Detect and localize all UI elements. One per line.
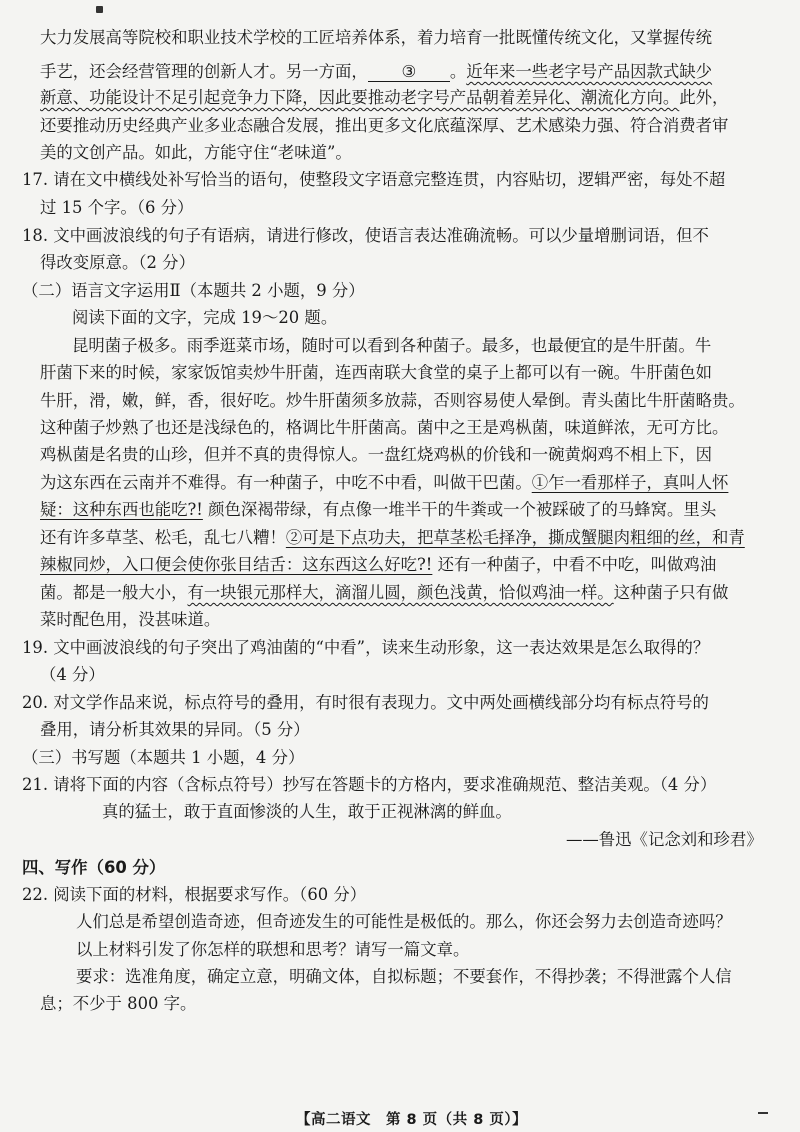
wavy-sentence-part2: 新意、功能设计不足引起竞争力下降，因此要推动老字号产品朝着差异化、潮流化方向。 bbox=[40, 88, 680, 107]
q19-line-1: 19. 文中画波浪线的句子突出了鸡油菌的“中看”，读来生动形象，这一表达效果是怎么取得的？ bbox=[22, 638, 710, 657]
section-3-heading: （三）书写题（本题共 1 小题，4 分） bbox=[22, 748, 305, 767]
q21-quote: 真的猛士，敢于直面惨淡的人生，敢于正视淋漓的鲜血。 bbox=[102, 802, 512, 821]
q20-line-1: 20. 对文学作品来说，标点符号的叠用，有时很有表现力。文中两处画横线部分均有标点符号的 bbox=[22, 693, 709, 712]
wavy-sentence-jiyoujun: 有一块银元那样大，滴溜儿圆，颜色浅黄，恰似鸡油一样。 bbox=[187, 583, 614, 602]
q19-line-2: （4 分） bbox=[40, 665, 105, 684]
passage-line-4: 这种菌子炒熟了也还是浅绿色的，格调比牛肝菌高。菌中之王是鸡枞菌，味道鲜浓，无可方比。 bbox=[40, 418, 729, 437]
q21-source: ——鲁迅《记念刘和珍君》 bbox=[566, 830, 763, 849]
answer-blank-3: ③ bbox=[368, 63, 450, 82]
scan-mark bbox=[96, 6, 103, 13]
q18-line-1: 18. 文中画波浪线的句子有语病，请进行修改，使语言表达准确流畅。可以少量增删词语，但不 bbox=[22, 226, 709, 245]
section-2-instruction: 阅读下面的文字，完成 19～20 题。 bbox=[72, 308, 338, 327]
intro-line-2a: 手艺，还会经营管理的创新人才。另一方面， bbox=[40, 62, 368, 81]
intro-line-3 bbox=[40, 86, 728, 110]
q21-line-1: 21. 请将下面的内容（含标点符号）抄写在答题卡的方格内，要求准确规范、整洁美观。（4 分） bbox=[22, 775, 717, 794]
q22-requirements-line-2: 息；不少于 800 字。 bbox=[40, 994, 197, 1013]
q22-line-1: 22. 阅读下面的材料，根据要求写作。（60 分） bbox=[22, 885, 367, 904]
passage-line-11: 菜时配色用，没甚味道。 bbox=[40, 610, 221, 629]
passage-line-6 bbox=[40, 471, 728, 495]
passage-line-7 bbox=[40, 498, 716, 522]
passage-line-1: 昆明菌子极多。雨季逛菜市场，随时可以看到各种菌子。最多，也最便宜的是牛肝菌。牛 bbox=[72, 336, 712, 355]
passage-line-9 bbox=[40, 553, 716, 577]
q22-requirements-line-1: 要求：选准角度，确定立意，明确文体，自拟标题；不要套作，不得抄袭；不得泄露个人信 bbox=[76, 967, 732, 986]
underlined-sentence-2b: 辣椒同炒，入口便会使你张目结舌：这东西这么好吃?! bbox=[40, 555, 433, 574]
corner-mark bbox=[758, 1112, 768, 1114]
q17-line-2: 过 15 个字。（6 分） bbox=[40, 198, 194, 217]
underlined-sentence-1a: ①乍一看那样子，真叫人怀 bbox=[531, 473, 729, 492]
passage-line-8 bbox=[40, 526, 745, 550]
page-footer: 【高二语文 第 8 页（共 8 页）】 bbox=[296, 1112, 528, 1128]
passage-line-5: 鸡枞菌是名贵的山珍，但并不真的贵得惊人。一盘红烧鸡枞的价钱和一碗黄焖鸡不相上下，因 bbox=[40, 445, 713, 464]
intro-line-1: 大力发展高等院校和职业技术学校的工匠培养体系，着力培育一批既懂传统文化，又掌握传统 bbox=[40, 28, 713, 47]
passage-line-9b: 还有一种菌子，中看不中吃，叫做鸡油 bbox=[432, 555, 717, 574]
passage-line-10a: 菌。都是一般大小， bbox=[40, 583, 188, 602]
passage-line-10 bbox=[40, 581, 728, 605]
passage-line-6a: 为这东西在云南并不难得。有一种菌子，中吃不中看，叫做干巴菌。 bbox=[40, 473, 532, 492]
q20-line-2: 叠用，请分析其效果的异同。（5 分） bbox=[40, 720, 310, 739]
q17-line-1: 17. 请在文中横线处补写恰当的语句，使整段文字语意完整连贯，内容贴切，逻辑严密，每处不超 bbox=[22, 170, 726, 189]
intro-line-2b: 。 bbox=[449, 62, 467, 81]
passage-line-2: 肝菌下来的时候，家家饭馆卖炒牛肝菌，连西南联大食堂的桌子上都可以有一碗。牛肝菌色如 bbox=[40, 363, 713, 382]
q22-material: 人们总是希望创造奇迹，但奇迹发生的可能性是极低的。那么，你还会努力去创造奇迹吗？ bbox=[76, 912, 732, 931]
q22-prompt: 以上材料引发了你怎样的联想和思考？请写一篇文章。 bbox=[76, 940, 470, 959]
section-4-heading: 四、写作（60 分） bbox=[22, 858, 166, 877]
intro-line-3b: 此外， bbox=[679, 88, 729, 107]
intro-line-2 bbox=[40, 60, 712, 84]
passage-line-7b: 颜色深褐带绿，有点像一堆半干的牛粪或一个被踩破了的马蜂窝。里头 bbox=[202, 500, 717, 519]
intro-line-4: 还要推动历史经典产业多业态融合发展，推出更多文化底蕴深厚、艺术感染力强、符合消费者审 bbox=[40, 116, 729, 135]
section-2-heading: （二）语言文字运用Ⅱ（本题共 2 小题，9 分） bbox=[22, 281, 365, 300]
passage-line-10c: 这种菌子只有做 bbox=[613, 583, 729, 602]
underlined-sentence-2a: ②可是下点功夫，把草茎松毛择净，撕成蟹腿肉粗细的丝，和青 bbox=[285, 528, 745, 547]
passage-line-3: 牛肝，滑，嫩，鲜，香，很好吃。炒牛肝菌须多放蒜，否则容易使人晕倒。青头菌比牛肝菌略贵。 bbox=[40, 391, 745, 410]
underlined-sentence-1b: 疑：这种东西也能吃?! bbox=[40, 500, 203, 519]
q18-line-2: 得改变原意。（2 分） bbox=[40, 253, 195, 272]
intro-line-5: 美的文创产品。如此，方能守住“老味道”。 bbox=[40, 143, 352, 162]
wavy-sentence-part1: 近年来一些老字号产品因款式缺少 bbox=[466, 62, 713, 81]
passage-line-8a: 还有许多草茎、松毛，乱七八糟！ bbox=[40, 528, 286, 547]
